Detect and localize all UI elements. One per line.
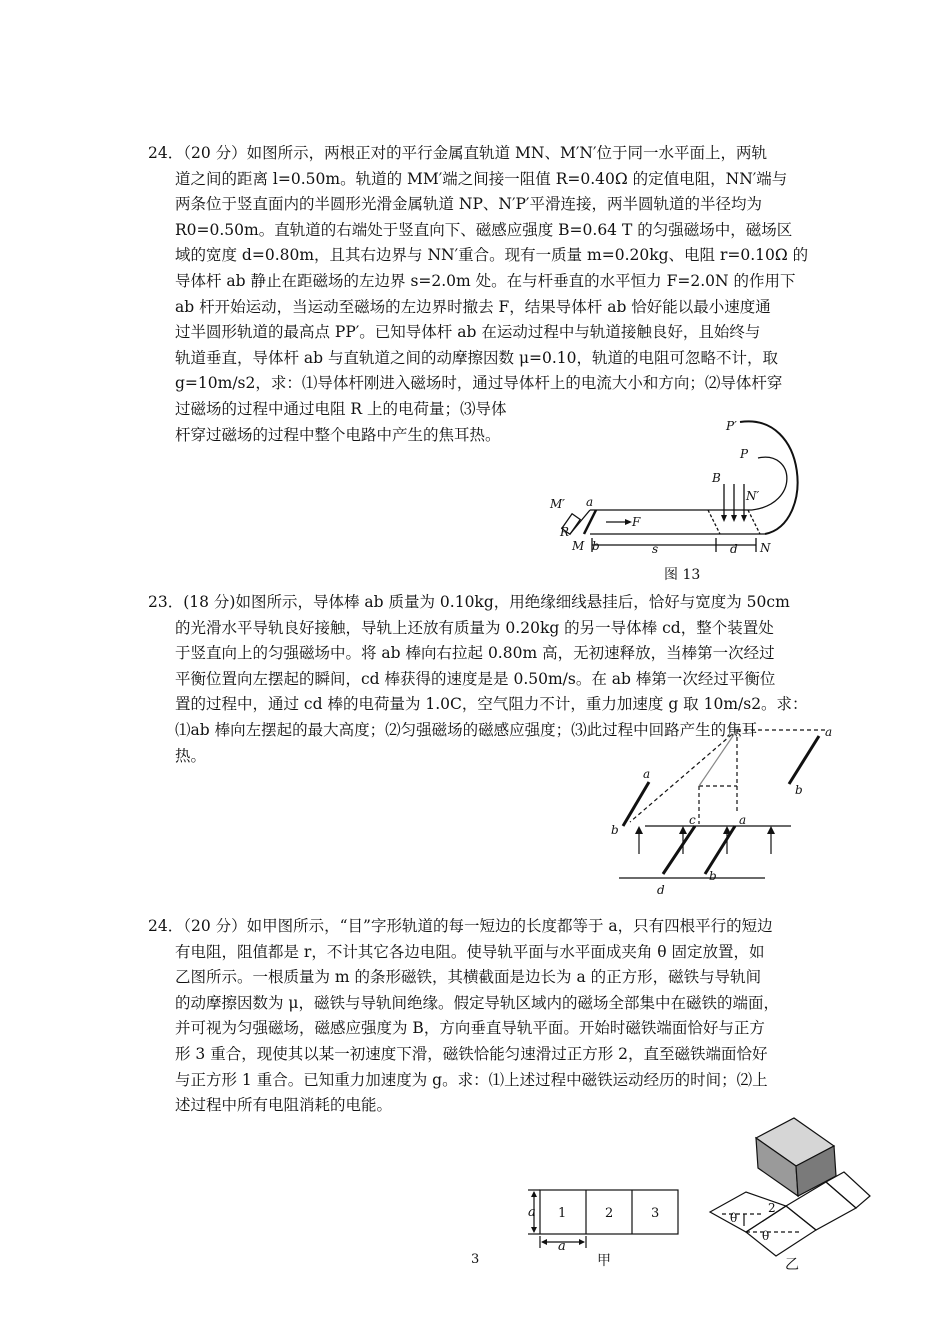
figure-yi-caption: 乙 — [785, 1257, 799, 1273]
text-line: 与正方形 1 重合。已知重力加速度为 g。求：⑴上述过程中磁铁运动经历的时间；⑵上 — [175, 1070, 768, 1089]
label-P: P — [740, 447, 749, 461]
text-line: 过磁场的过程中通过电阻 R 上的电荷量；⑶导体 — [175, 399, 507, 418]
text-line: R0=0.50m。直轨道的右端处于竖直向下、磁感应强度 B=0.64 T 的匀强磁场中，磁场区 — [175, 220, 793, 239]
label-square-3: 3 — [651, 1206, 660, 1221]
text-line: 道之间的距离 l=0.50m。轨道的 MM′端之间接一阻值 R=0.40Ω 的定值电阻，NN′端与 — [175, 169, 788, 188]
text-line: 24．（20 分）如甲图所示，“目”字形轨道的每一短边的长度都等于 a，只有四根平行的短边 — [148, 917, 773, 935]
text-line: 形 3 重合，现使其以某一初速度下滑，磁铁恰能匀速滑过正方形 2，直至磁铁端面恰好 — [175, 1044, 768, 1063]
label-a-left: a — [643, 767, 651, 781]
problem-24-rails — [148, 141, 808, 448]
text-line: 热。 — [175, 746, 207, 765]
text-line: 23．(18 分)如图所示，导体棒 ab 质量为 0.10kg，用绝缘细线悬挂后，恰好与宽度为 50cm — [148, 593, 790, 611]
text-line: 的动摩擦因数为 μ，磁铁与导轨间绝缘。假定导轨区域内的磁场全部集中在磁铁的端面， — [175, 993, 780, 1012]
label-F: F — [632, 515, 641, 529]
text-line: 于竖直向上的匀强磁场中。将 ab 棒向右拉起 0.80m 高，无初速释放，当棒第一次经过 — [175, 644, 775, 663]
label-N-prime: N′ — [746, 489, 760, 503]
label-a-mid: a — [739, 813, 747, 827]
text-line: 置的过程中，通过 cd 棒的电荷量为 1.0C，空气阻力不计，重力加速度 g 取 10m/s2。求： — [175, 695, 808, 714]
figure-13-rails-diagram — [540, 412, 810, 562]
label-a-bottom: a — [558, 1239, 566, 1254]
label-theta-1: θ — [730, 1211, 738, 1225]
text-line: 导体杆 ab 静止在距磁场的左边界 s=2.0m 处。在与杆垂直的水平恒力 F=2.0N 的作用下 — [175, 271, 796, 290]
problem-24-magnet — [148, 914, 808, 1119]
label-N: N — [760, 541, 771, 555]
figure-yi-inclined-track — [704, 1110, 874, 1260]
label-b-mid: b — [709, 869, 717, 883]
text-line: 过半圆形轨道的最高点 PP′。已知导体杆 ab 在运动过程中与轨道接触良好，且始终与 — [175, 323, 761, 342]
text-line: 有电阻，阻值都是 r，不计其它各边电阻。使导轨平面与水平面成夹角 θ 固定放置，如 — [175, 942, 765, 961]
label-c: c — [689, 813, 696, 827]
label-b-left: b — [611, 823, 619, 837]
page-number: 3 — [471, 1252, 480, 1267]
label-theta-2: θ — [762, 1229, 770, 1243]
label-d: d — [657, 883, 665, 897]
label-P-prime: P′ — [726, 419, 737, 433]
figure-13-caption: 图 13 — [664, 567, 701, 583]
label-B: B — [712, 471, 721, 485]
figure-23-pendulum-diagram — [605, 722, 840, 900]
text-line: ab 杆开始运动，当运动至磁场的左边界时撤去 F，结果导体杆 ab 恰好能以最小速度通 — [175, 297, 771, 316]
label-M-prime: M′ — [550, 497, 566, 511]
label-R: R — [560, 525, 570, 539]
text-line: 平衡位置向左摆起的瞬间，cd 棒获得的速度是是 0.50m/s。在 ab 棒第一次经过平衡位 — [175, 669, 776, 688]
text-line: 杆穿过磁场的过程中整个电路中产生的焦耳热。 — [175, 425, 501, 444]
text-line: 域的宽度 d=0.80m，且其右边界与 NN′重合。现有一质量 m=0.20kg、电阻 r=0.10Ω 的 — [175, 246, 809, 265]
figure-jia-track — [524, 1184, 684, 1254]
text-line: g=10m/s2，求：⑴导体杆刚进入磁场时，通过导体杆上的电流大小和方向；⑵导体杆穿 — [175, 374, 783, 393]
text-line: 轨道垂直，导体杆 ab 与直轨道之间的动摩擦因数 μ=0.10，轨道的电阻可忽略不计，取 — [175, 348, 779, 367]
text-line: 的光滑水平导轨良好接触，导轨上还放有质量为 0.20kg 的另一导体棒 cd，整个装置处 — [175, 618, 774, 637]
label-square-1: 1 — [558, 1206, 567, 1221]
label-a-right: a — [825, 725, 833, 739]
label-s: s — [652, 542, 659, 556]
text-line: 述过程中所有电阻消耗的电能。 — [175, 1096, 393, 1115]
text-line: 并可视为匀强磁场，磁感应强度为 B，方向垂直导轨平面。开始时磁铁端面恰好与正方 — [175, 1019, 765, 1038]
text-line: ⑴ab 棒向左摆起的最大高度；⑵匀强磁场的磁感应强度；⑶此过程中回路产生的焦耳 — [175, 720, 758, 739]
label-a-side: a — [528, 1205, 536, 1220]
text-line: 乙图所示。一根质量为 m 的条形磁铁，其横截面是边长为 a 的正方形，磁铁与导轨间 — [175, 968, 762, 987]
text-line: 24．（20 分）如图所示，两根正对的平行金属直轨道 MN、M′N′位于同一水平面上，两轨 — [148, 144, 767, 162]
label-square-2: 2 — [605, 1206, 614, 1221]
figure-jia-caption: 甲 — [597, 1253, 611, 1269]
text-line: 两条位于竖直面内的半圆形光滑金属轨道 NP、N′P′平滑连接，两半圆轨道的半径均为 — [175, 195, 762, 214]
label-square-2-yi: 2 — [768, 1201, 776, 1215]
label-b-right: b — [795, 783, 803, 797]
label-d: d — [730, 542, 738, 556]
label-b: b — [592, 539, 600, 553]
label-a: a — [586, 495, 594, 509]
label-M: M — [572, 539, 585, 553]
